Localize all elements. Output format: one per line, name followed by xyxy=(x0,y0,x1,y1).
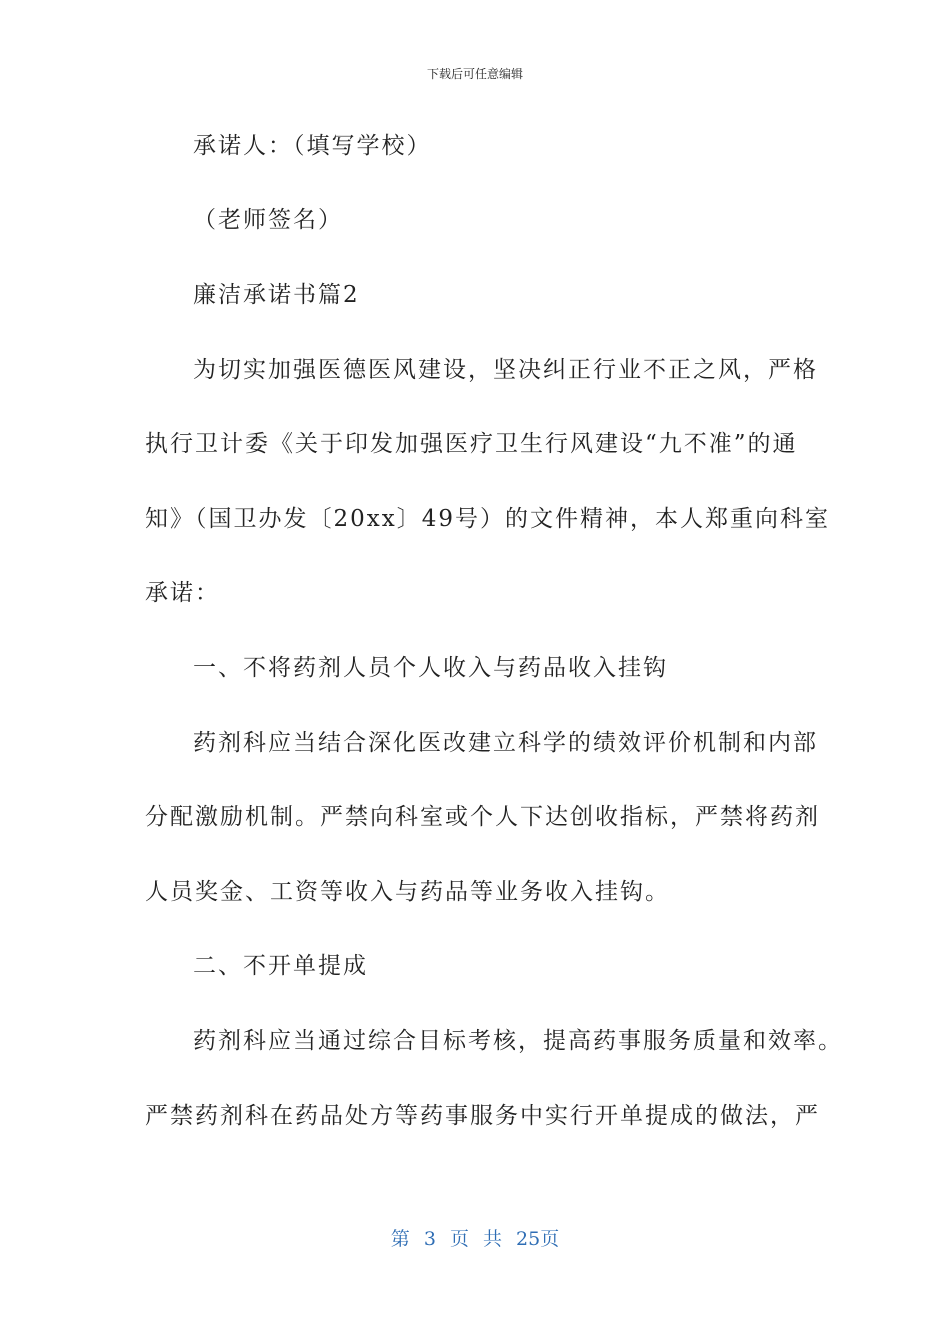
paragraph-line: 分配激励机制。严禁向科室或个人下达创收指标，严禁将药剂 xyxy=(145,804,820,830)
paragraph-line: 执行卫计委《关于印发加强医疗卫生行风建设“九不准”的通 xyxy=(145,431,798,457)
paragraph-line: 承诺： xyxy=(145,580,220,606)
section-title: 廉洁承诺书篇2 xyxy=(193,282,360,308)
teacher-signature-line: （老师签名） xyxy=(193,207,343,233)
paragraph-line: 药剂科应当通过综合目标考核，提高药事服务质量和效率。 xyxy=(193,1028,843,1054)
paragraph-line: 药剂科应当结合深化医改建立科学的绩效评价机制和内部 xyxy=(193,730,818,756)
page-header: 下载后可任意编辑 xyxy=(426,67,523,81)
item-heading: 二、不开单提成 xyxy=(193,953,368,979)
signatory-line: 承诺人：（填写学校） xyxy=(193,133,432,159)
paragraph-line: 人员奖金、工资等收入与药品等业务收入挂钩。 xyxy=(145,879,670,905)
paragraph-line: 严禁药剂科在药品处方等药事服务中实行开单提成的做法，严 xyxy=(145,1103,820,1129)
paragraph-line: 知》（国卫办发〔20xx〕49号）的文件精神，本人郑重向科室 xyxy=(145,506,830,532)
paragraph-line: 为切实加强医德医风建设，坚决纠正行业不正之风，严格 xyxy=(193,357,818,383)
item-heading: 一、不将药剂人员个人收入与药品收入挂钩 xyxy=(193,655,668,681)
page-number: 第 3 页 共 25页 xyxy=(390,1228,560,1250)
